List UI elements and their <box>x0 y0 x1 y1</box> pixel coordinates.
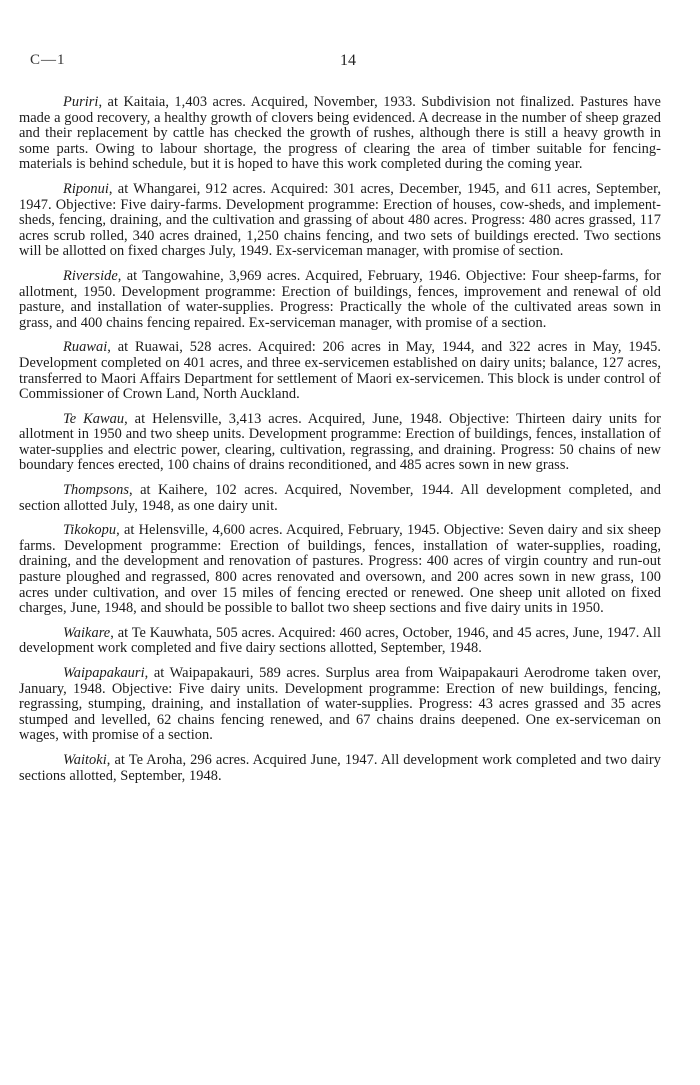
entry-name: Waitoki <box>63 751 107 768</box>
entry-name: Riponui <box>63 180 109 197</box>
entry-name: Thompsons <box>63 482 130 499</box>
entry-waipapakauri <box>19 666 661 744</box>
entry-waikare <box>19 626 661 657</box>
entry-text: , at Helensville, 4,600 acres. Acquired, February, 1945. Objective: Seven dairy and six sheep farms. Development programme: Erection of buildings, fences, installation of water-supplies, roading, draining, and the development and renovation of pastures. Progress: 400 acres of virgin country and run-out pasture ploughed and regrassed, 800 acres renovated and oversown, and 200 acres sown in new grass, 100 acres under cultivation, and over 15 miles of fencing erected or renewed. One sheep unit alloted on fixed charges, June, 1948, and should be possible to ballot two sheep sections and five dairy units in 1950. <box>19 522 661 617</box>
page-number: 14 <box>340 52 356 69</box>
entry-tikokopu <box>19 523 661 617</box>
entry-waitoki <box>19 753 661 784</box>
entry-text: , at Tangowahine, 3,969 acres. Acquired, February, 1946. Objective: Four sheep-farms, for allotment, 1950. Development programme: Erection of buildings, fences, improvement and renewal of old pasture, and installation of water-supplies. Progress: Practically the whole of the cultivated areas sown in grass, and 400 chains fencing repaired. Ex-serviceman manager, with promise of a section. <box>19 267 661 331</box>
entry-thompsons <box>19 483 661 514</box>
entry-name: Waikare <box>63 624 111 641</box>
entry-riverside <box>19 269 661 331</box>
entry-text: , at Te Kauwhata, 505 acres. Acquired: 460 acres, October, 1946, and 45 acres, June, 1947. All development work completed and five dairy sections allotted, September, 1948. <box>19 624 661 657</box>
page-body <box>19 95 661 793</box>
entry-text: , at Whangarei, 912 acres. Acquired: 301 acres, December, 1945, and 611 acres, September, 1947. Objective: Five dairy-farms. Development programme: Erection of houses, cow-sheds, and implement-sheds, fencing, draining, and the cultivation and grassing of about 480 acres. Progress: 480 acres grassed, 117 acres scrub rolled, 340 acres drained, 1,250 chains fencing, and two sets of buildings erected. Two sections will be allotted on fixed charges July, 1949. Ex-serviceman manager, with promise of section. <box>19 180 661 260</box>
entry-name: Tikokopu <box>63 522 117 539</box>
entry-ruawai <box>19 340 661 402</box>
entry-name: Waipapakauri <box>63 665 145 681</box>
entry-text: , at Kaihere, 102 acres. Acquired, November, 1944. All development completed, and section allotted July, 1948, as one dairy unit. <box>19 482 661 514</box>
entry-text: , at Helensville, 3,413 acres. Acquired, June, 1948. Objective: Thirteen dairy units for allotment in 1950 and two sheep units. Development programme: Erection of buildings, fences, installation of water-supplies and electric power, clearing, cultivation, regrassing, and draining. Progress: 50 chains of new boundary fences erected, 100 chains of drains reconditioned, and 485 acres sown in new grass. <box>19 410 661 474</box>
entry-text: , at Te Aroha, 296 acres. Acquired June, 1947. All development work completed and two dairy sections allotted, September, 1948. <box>19 751 661 784</box>
entry-te-kawau <box>19 412 661 474</box>
entry-name: Ruawai <box>63 339 108 356</box>
entry-name: Riverside <box>63 267 118 284</box>
entry-name: Te Kawau <box>63 410 125 427</box>
document-reference: C—1 <box>30 52 66 68</box>
page-header <box>0 52 700 74</box>
entry-text: , at Waipapakauri, 589 acres. Surplus area from Waipapakauri Aerodrome taken over, January, 1948. Objective: Five dairy units. Development programme: Erection of new buildings, fencing, regrassing, stumping, draining, and installation of water-supplies. Progress: 43 acres grassed and 35 acres stumped and levelled, 62 chains fencing renewed, and 67 chains drains deepened. One ex-serviceman on wages, with promise of a section. <box>19 665 661 744</box>
entry-puriri <box>19 95 661 173</box>
entry-riponui <box>19 182 661 260</box>
entry-text: , at Kaitaia, 1,403 acres. Acquired, November, 1933. Subdivision not finalized. Pastures have made a good recovery, a healthy growth of clovers being evidenced. A decrease in the number of sheep grazed and their replacement by cattle has checked the growth of rushes, although there is still a heavy growth in some parts. Owing to labour shortage, the progress of clearing the area of timber suitable for fencing-materials is behind schedule, but it is hoped to have this work completed during the coming year. <box>19 94 661 173</box>
entry-text: , at Ruawai, 528 acres. Acquired: 206 acres in May, 1944, and 322 acres in May, 1945. Development completed on 401 acres, and three ex-servicemen established on dairy units; balance, 127 acres, transferred to Maori Affairs Department for settlement of Maori ex-servicemen. This block is under control of Commissioner of Crown Land, North Auckland. <box>19 339 661 403</box>
entry-name: Puriri <box>63 94 99 110</box>
